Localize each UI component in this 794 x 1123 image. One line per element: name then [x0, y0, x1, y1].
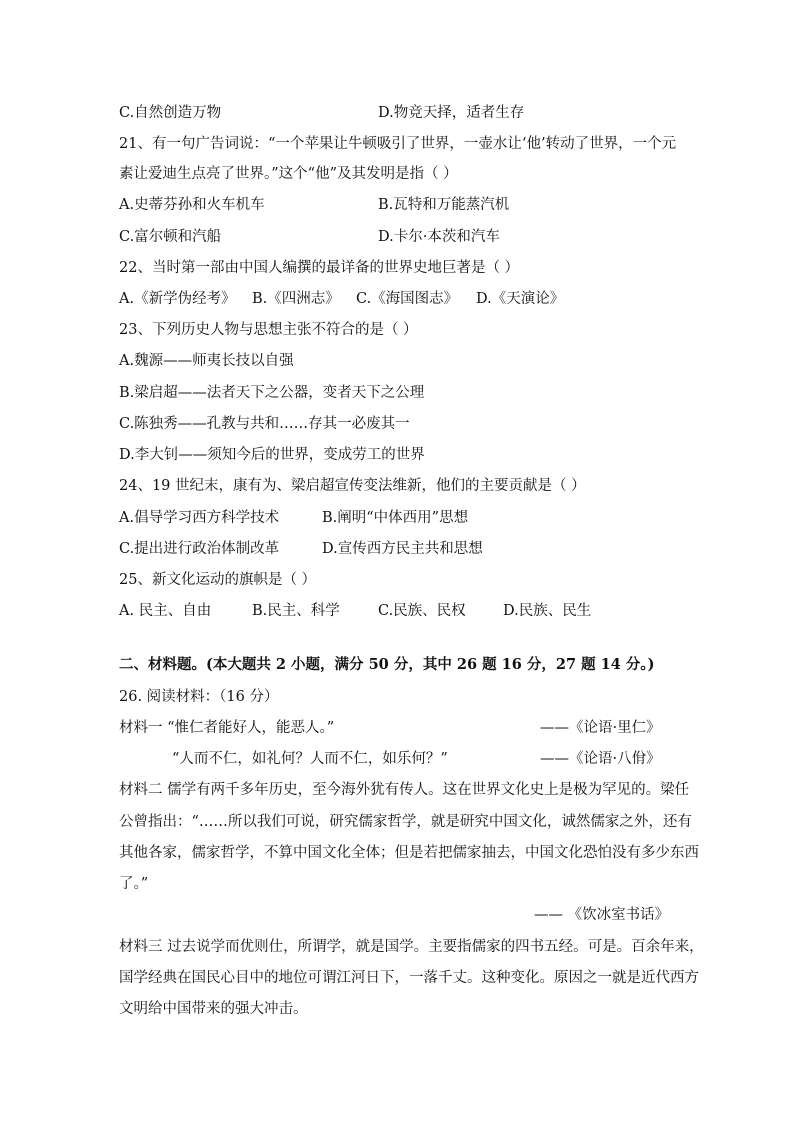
q24-option-a: A.倡导学习西方科学技术: [119, 510, 280, 526]
q21-option-c: C.富尔顿和汽船: [119, 229, 222, 245]
q23-option-b: B.梁启超——法者天下之公器，变者天下之公理: [119, 385, 425, 401]
q21-option-d: D.卡尔·本茨和汽车: [378, 229, 500, 245]
material-2-line1: 材料二 儒学有两千多年历史，至今海外犹有传人。这在世界文化史上是极为罕见的。梁任: [119, 782, 690, 798]
material-3-line2: 国学经典在国民心目中的地位可谓江河日下，一落千丈。这种变化。原因之一就是近代西方: [119, 970, 699, 986]
material-3-line3: 文明给中国带来的强大冲击。: [119, 1001, 308, 1017]
q23-option-a: A.魏源——师夷长技以自强: [119, 353, 294, 369]
material-1-quote-1: 材料一 “惟仁者能好人，能恶人。”: [119, 720, 335, 736]
q22-stem: 22、当时第一部由中国人编撰的最详备的世界史地巨著是（ ）: [119, 260, 520, 276]
q21-option-b: B.瓦特和万能蒸汽机: [378, 197, 510, 213]
q23-stem: 23、下列历史人物与思想主张不符合的是（ ）: [119, 322, 418, 338]
material-1-quote-2: “人而不仁，如礼何？人而不仁，如乐何？”: [172, 751, 448, 767]
q23-option-c: C.陈独秀——孔教与共和……存其一必废其一: [119, 416, 410, 432]
material-2-source: —— 《饮冰室书话》: [534, 907, 670, 923]
q24-option-d: D.宣传西方民主共和思想: [322, 541, 483, 557]
q23-option-d: D.李大钊——须知今后的世界，变成劳工的世界: [119, 447, 425, 463]
q22-option-b: B.《四洲志》: [252, 291, 340, 307]
section-2-heading: 二、材料题。(本大题共 2 小题，满分 50 分，其中 26 题 16 分，27 题 14 分。): [119, 656, 655, 673]
q24-option-b: B.阐明“中体西用”思想: [322, 510, 469, 526]
material-3-line1: 材料三 过去说学而优则仕，所谓学，就是国学。主要指儒家的四书五经。可是。百余年来，: [119, 939, 704, 955]
q21-stem-line2: 素让爱迪生点亮了世界。”这个“他”及其发明是指（ ）: [119, 166, 458, 182]
q22-option-a: A.《新学伪经考》: [119, 291, 236, 307]
q22-option-c: C.《海国图志》: [356, 291, 459, 307]
q25-option-d: D.民族、民生: [503, 603, 592, 619]
material-2-line2: 公曾指出：“……所以我们可说，研究儒家哲学，就是研究中国文化，诚然儒家之外，还有: [119, 814, 692, 830]
q25-option-b: B.民主、科学: [252, 603, 340, 619]
material-1-source-2: ——《论语·八佾》: [540, 751, 661, 767]
q21-stem-line1: 21、有一句广告词说：“一个苹果让牛顿吸引了世界，一壶水让‘他’转动了世界，一个元: [119, 136, 677, 152]
q25-option-c: C.民族、民权: [378, 603, 466, 619]
q24-stem: 24、19 世纪末，康有为、梁启超宣传变法维新，他们的主要贡献是（ ）: [119, 478, 586, 494]
material-2-line4: 了。”: [119, 876, 149, 892]
q25-option-a: A. 民主、自由: [119, 603, 212, 619]
q24-option-c: C.提出进行政治体制改革: [119, 541, 280, 557]
q20-option-d: D.物竞天择，适者生存: [378, 105, 525, 121]
q22-option-d: D.《天演论》: [476, 291, 565, 307]
material-2-line3: 其他各家，儒家哲学，不算中国文化全体；但是若把儒家抽去，中国文化恐怕没有多少东西: [119, 845, 699, 861]
q26-stem: 26. 阅读材料：（16 分）: [119, 689, 279, 705]
q21-option-a: A.史蒂芬孙和火车机车: [119, 197, 265, 213]
q20-option-c: C.自然创造万物: [119, 105, 222, 121]
material-1-source-1: ——《论语·里仁》: [540, 720, 661, 736]
q25-stem: 25、新文化运动的旗帜是（ ）: [119, 572, 317, 588]
